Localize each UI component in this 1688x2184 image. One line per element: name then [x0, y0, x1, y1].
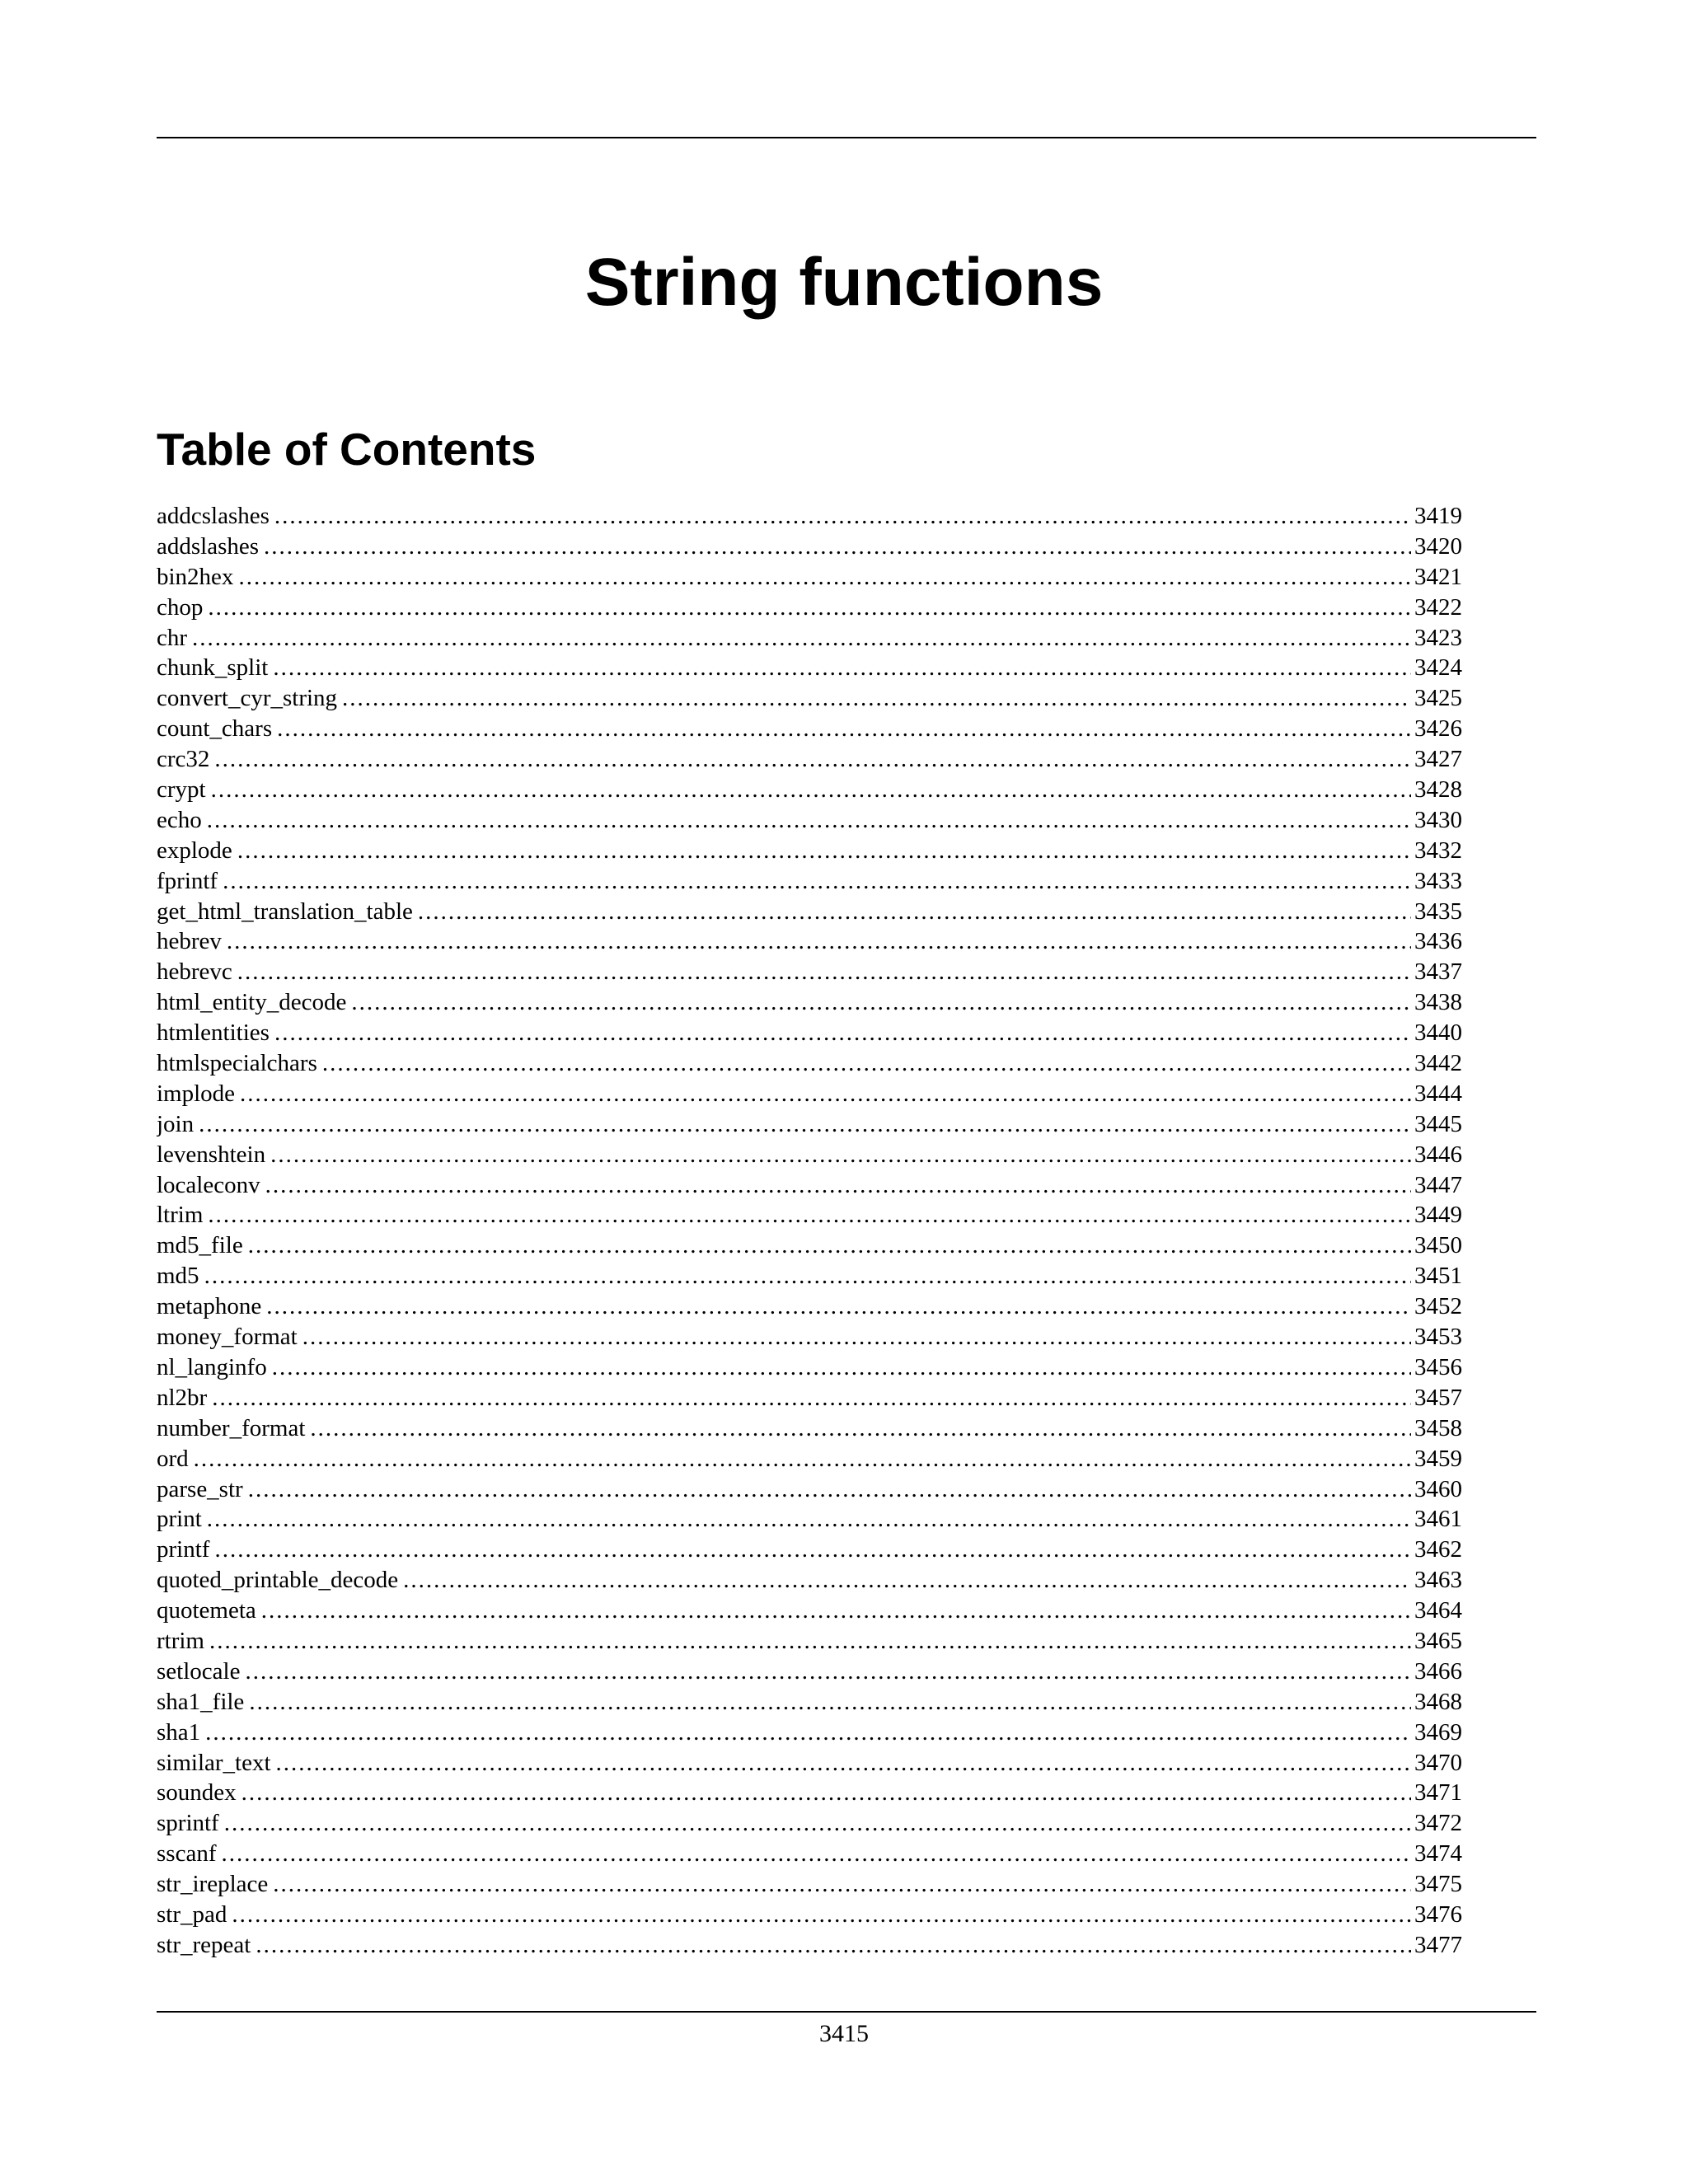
toc-entry-page: 3428 [1414, 776, 1462, 804]
toc-entry[interactable] [157, 532, 1462, 562]
toc-entry-page: 3471 [1414, 1779, 1462, 1807]
toc-entry-page: 3445 [1414, 1110, 1462, 1137]
toc-entry-page: 3433 [1414, 867, 1462, 894]
toc-dot-leader [256, 1930, 1411, 1961]
toc-entry-page: 3423 [1414, 624, 1462, 651]
toc-dot-leader [204, 1261, 1411, 1291]
toc-entry[interactable] [157, 866, 1462, 897]
toc-entry-name: sscanf [157, 1840, 217, 1868]
toc-dot-leader [310, 1413, 1411, 1444]
toc-dot-leader [205, 1718, 1411, 1748]
toc-entry[interactable] [157, 1930, 1462, 1961]
toc-entry[interactable] [157, 1413, 1462, 1444]
toc-entry[interactable] [157, 1657, 1462, 1687]
toc-entry[interactable] [157, 926, 1462, 957]
toc-entry-name: sprintf [157, 1810, 219, 1837]
toc-dot-leader [237, 836, 1411, 866]
toc-entry[interactable] [157, 653, 1462, 683]
toc-entry[interactable] [157, 1687, 1462, 1718]
toc-entry-name: str_repeat [157, 1931, 251, 1958]
toc-dot-leader [232, 1900, 1411, 1930]
toc-entry-name: fprintf [157, 867, 218, 894]
toc-entry-page: 3425 [1414, 685, 1462, 712]
toc-entry[interactable] [157, 1261, 1462, 1291]
toc-entry[interactable] [157, 744, 1462, 775]
toc-dot-leader [224, 1808, 1411, 1839]
toc-dot-leader [227, 926, 1411, 957]
toc-dot-leader [274, 501, 1411, 532]
toc-entry-name: count_chars [157, 715, 273, 743]
toc-entry-name: localeconv [157, 1171, 260, 1198]
footer-rule [157, 2011, 1536, 2013]
toc-dot-leader [237, 957, 1411, 987]
toc-dot-leader [418, 897, 1411, 927]
toc-dot-leader [214, 744, 1411, 775]
toc-entry[interactable] [157, 957, 1462, 987]
toc-entry[interactable] [157, 1900, 1462, 1930]
toc-entry-name: number_format [157, 1414, 306, 1441]
toc-entry-name: addcslashes [157, 503, 270, 529]
toc-dot-leader [214, 1535, 1411, 1565]
toc-entry[interactable] [157, 1109, 1462, 1140]
toc-entry-name: hebrevc [157, 958, 232, 986]
toc-entry-name: crypt [157, 776, 206, 804]
toc-entry[interactable] [157, 1170, 1462, 1201]
toc-entry-page: 3421 [1414, 563, 1462, 590]
toc-dot-leader [270, 1140, 1411, 1170]
toc-entry-page: 3442 [1414, 1050, 1462, 1077]
toc-entry-name: quotemeta [157, 1597, 256, 1624]
toc-dot-leader [240, 1079, 1411, 1109]
toc-entry-page: 3463 [1414, 1567, 1462, 1594]
toc-entry-name: sha1_file [157, 1688, 245, 1715]
toc-entry-page: 3453 [1414, 1324, 1462, 1351]
toc-entry-name: parse_str [157, 1475, 243, 1502]
toc-entry[interactable] [157, 1048, 1462, 1079]
toc-entry-page: 3456 [1414, 1353, 1462, 1380]
toc-entry-page: 3420 [1414, 532, 1462, 560]
toc-entry-name: chop [157, 593, 204, 621]
toc-entry-page: 3461 [1414, 1506, 1462, 1533]
toc-dot-leader [241, 1778, 1411, 1808]
toc-entry-page: 3436 [1414, 928, 1462, 955]
toc-entry-name: str_ireplace [157, 1871, 269, 1898]
toc-entry[interactable] [157, 1383, 1462, 1413]
toc-entry[interactable] [157, 1596, 1462, 1626]
toc-dot-leader [238, 562, 1411, 593]
toc-dot-leader [264, 532, 1411, 562]
toc-entry-name: print [157, 1506, 202, 1533]
toc-entry-name: get_html_translation_table [157, 898, 413, 925]
toc-entry-name: setlocale [157, 1657, 241, 1685]
toc-entry-page: 3419 [1414, 503, 1462, 529]
toc-entry-name: htmlspecialchars [157, 1050, 317, 1077]
toc-entry-name: metaphone [157, 1293, 262, 1320]
toc-dot-leader [272, 1352, 1411, 1383]
toc-entry-name: htmlentities [157, 1019, 270, 1047]
toc-entry[interactable] [157, 1140, 1462, 1170]
toc-dot-leader [302, 1322, 1411, 1352]
toc-entry-name: chunk_split [157, 654, 269, 682]
toc-entry[interactable] [157, 1230, 1462, 1261]
toc-entry-name: soundex [157, 1779, 237, 1807]
toc-dot-leader [223, 866, 1411, 897]
toc-dot-leader [273, 653, 1411, 683]
toc-entry[interactable] [157, 1352, 1462, 1383]
toc-dot-leader [322, 1048, 1411, 1079]
toc-entry-page: 3438 [1414, 989, 1462, 1016]
toc-dot-leader [199, 1109, 1411, 1140]
toc-entry-page: 3477 [1414, 1931, 1462, 1958]
toc-dot-leader [211, 775, 1411, 805]
toc-entry[interactable] [157, 1444, 1462, 1474]
toc-entry-name: md5_file [157, 1232, 243, 1259]
toc-entry-name: convert_cyr_string [157, 685, 338, 712]
toc-entry[interactable] [157, 1200, 1462, 1230]
toc-list [157, 501, 1462, 1961]
toc-entry-name: html_entity_decode [157, 989, 347, 1016]
toc-entry[interactable] [157, 836, 1462, 866]
toc-entry[interactable] [157, 623, 1462, 654]
toc-entry-name: join [157, 1110, 195, 1137]
toc-dot-leader [221, 1839, 1411, 1869]
toc-entry[interactable] [157, 683, 1462, 714]
toc-entry-name: implode [157, 1080, 236, 1107]
toc-entry-name: explode [157, 837, 232, 864]
toc-entry-name: md5 [157, 1263, 199, 1290]
toc-entry[interactable] [157, 1626, 1462, 1657]
toc-entry-page: 3450 [1414, 1232, 1462, 1259]
toc-dot-leader [245, 1657, 1411, 1687]
toc-entry-name: bin2hex [157, 563, 234, 590]
toc-entry-page: 3424 [1414, 654, 1462, 682]
toc-entry-page: 3475 [1414, 1871, 1462, 1898]
header-rule [157, 137, 1536, 138]
toc-entry-page: 3449 [1414, 1202, 1462, 1229]
toc-entry-name: levenshtein [157, 1141, 266, 1168]
toc-dot-leader [277, 714, 1411, 744]
toc-dot-leader [266, 1291, 1411, 1322]
toc-entry-name: printf [157, 1536, 210, 1563]
toc-entry-page: 3444 [1414, 1080, 1462, 1107]
toc-dot-leader [351, 987, 1411, 1018]
page-number: 3415 [819, 2020, 869, 2047]
toc-entry-page: 3447 [1414, 1171, 1462, 1198]
toc-dot-leader [273, 1869, 1411, 1900]
toc-entry[interactable] [157, 1808, 1462, 1839]
toc-dot-leader [208, 1200, 1411, 1230]
toc-entry-page: 3474 [1414, 1840, 1462, 1868]
toc-entry-name: ltrim [157, 1202, 204, 1229]
toc-entry-page: 3458 [1414, 1414, 1462, 1441]
toc-dot-leader [276, 1748, 1411, 1779]
toc-entry[interactable] [157, 1474, 1462, 1505]
toc-entry-page: 3466 [1414, 1657, 1462, 1685]
toc-entry[interactable] [157, 1748, 1462, 1779]
toc-dot-leader [208, 593, 1411, 623]
toc-entry-page: 3462 [1414, 1536, 1462, 1563]
toc-entry-page: 3440 [1414, 1019, 1462, 1047]
toc-entry-name: nl_langinfo [157, 1353, 267, 1380]
toc-entry[interactable] [157, 1018, 1462, 1048]
toc-dot-leader [265, 1170, 1411, 1201]
toc-entry-page: 3451 [1414, 1263, 1462, 1290]
toc-entry[interactable] [157, 1565, 1462, 1596]
toc-dot-leader [403, 1565, 1411, 1596]
toc-dot-leader [209, 1626, 1411, 1657]
toc-entry[interactable] [157, 987, 1462, 1018]
toc-entry[interactable] [157, 775, 1462, 805]
toc-dot-leader [342, 683, 1411, 714]
toc-entry-name: hebrev [157, 928, 222, 955]
toc-entry[interactable] [157, 1778, 1462, 1808]
toc-entry-page: 3446 [1414, 1141, 1462, 1168]
toc-entry-page: 3430 [1414, 806, 1462, 833]
toc-entry-page: 3457 [1414, 1384, 1462, 1411]
toc-entry-page: 3452 [1414, 1293, 1462, 1320]
toc-entry-page: 3422 [1414, 593, 1462, 621]
toc-entry-page: 3470 [1414, 1749, 1462, 1776]
toc-entry-name: chr [157, 624, 188, 651]
toc-entry-name: echo [157, 806, 202, 833]
toc-entry[interactable] [157, 562, 1462, 593]
toc-entry[interactable] [157, 805, 1462, 836]
toc-entry[interactable] [157, 501, 1462, 532]
toc-entry-name: similar_text [157, 1749, 271, 1776]
toc-entry[interactable] [157, 714, 1462, 744]
toc-dot-leader [207, 1504, 1411, 1535]
toc-entry-page: 3469 [1414, 1718, 1462, 1746]
toc-entry[interactable] [157, 1291, 1462, 1322]
chapter-title: String functions [584, 245, 1104, 320]
toc-entry-name: addslashes [157, 532, 260, 560]
toc-dot-leader [207, 805, 1411, 836]
toc-heading: Table of Contents [157, 424, 537, 475]
toc-entry-page: 3437 [1414, 958, 1462, 986]
toc-entry-name: crc32 [157, 746, 210, 773]
toc-entry-page: 3432 [1414, 837, 1462, 864]
toc-entry-name: quoted_printable_decode [157, 1567, 399, 1594]
toc-entry-page: 3468 [1414, 1688, 1462, 1715]
toc-entry-name: nl2br [157, 1384, 208, 1411]
toc-entry-page: 3426 [1414, 715, 1462, 743]
toc-dot-leader [261, 1596, 1411, 1626]
toc-entry[interactable] [157, 593, 1462, 623]
toc-entry[interactable] [157, 1839, 1462, 1869]
toc-dot-leader [192, 623, 1411, 654]
toc-entry-name: rtrim [157, 1627, 204, 1654]
toc-dot-leader [194, 1444, 1411, 1474]
toc-dot-leader [248, 1230, 1411, 1261]
toc-dot-leader [212, 1383, 1411, 1413]
toc-dot-leader [248, 1474, 1411, 1505]
toc-entry-page: 3427 [1414, 746, 1462, 773]
toc-entry-page: 3459 [1414, 1445, 1462, 1472]
toc-entry[interactable] [157, 1869, 1462, 1900]
toc-entry-name: money_format [157, 1324, 298, 1351]
toc-entry-page: 3465 [1414, 1627, 1462, 1654]
toc-entry[interactable] [157, 1718, 1462, 1748]
toc-entry-name: sha1 [157, 1718, 201, 1746]
toc-entry[interactable] [157, 1504, 1462, 1535]
toc-entry[interactable] [157, 1079, 1462, 1109]
toc-entry[interactable] [157, 1322, 1462, 1352]
toc-entry-page: 3476 [1414, 1900, 1462, 1928]
toc-entry-page: 3472 [1414, 1810, 1462, 1837]
toc-entry[interactable] [157, 897, 1462, 927]
toc-entry-name: str_pad [157, 1900, 227, 1928]
toc-entry-page: 3464 [1414, 1597, 1462, 1624]
toc-entry[interactable] [157, 1535, 1462, 1565]
toc-entry-page: 3435 [1414, 898, 1462, 925]
toc-dot-leader [274, 1018, 1411, 1048]
toc-entry-page: 3460 [1414, 1475, 1462, 1502]
toc-entry-name: ord [157, 1445, 189, 1472]
toc-dot-leader [249, 1687, 1411, 1718]
